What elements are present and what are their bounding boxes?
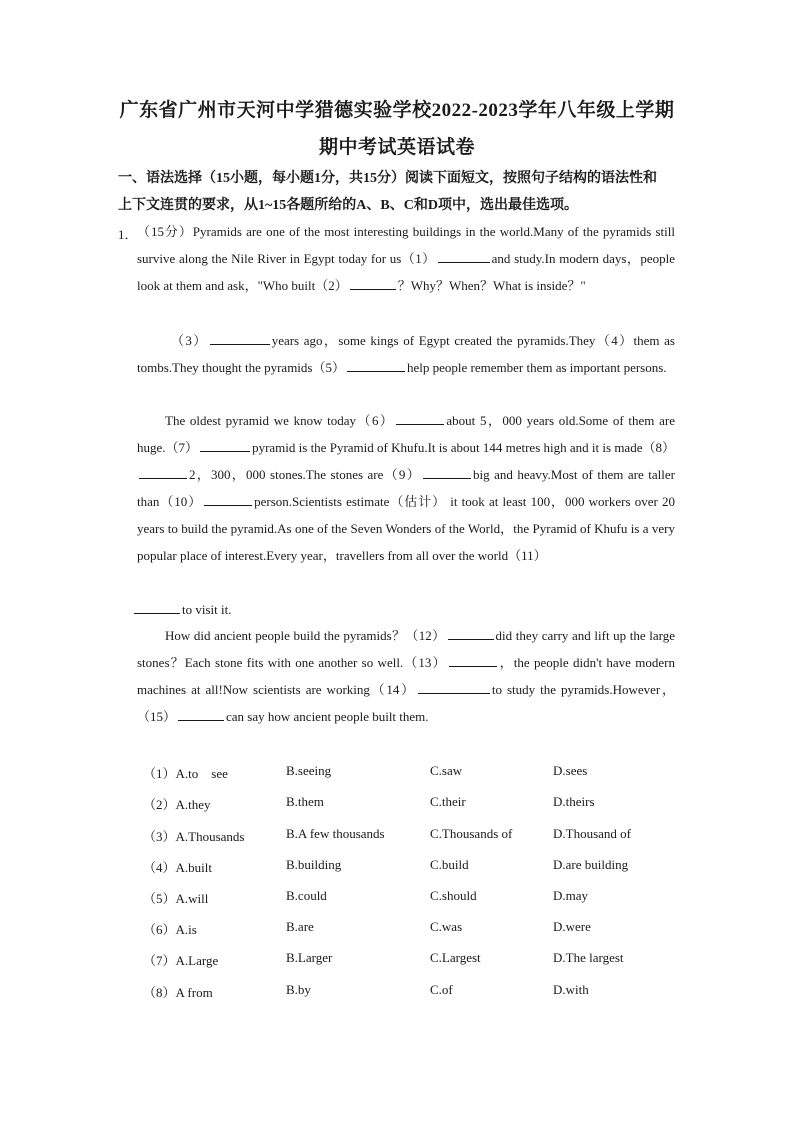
passage-text: years ago，some kings of Egypt created the pyramids.They（4）them as tombs.They thought the pyramids（5）: [137, 333, 675, 375]
option-b: B.building: [286, 857, 342, 872]
answer-blank-2: [350, 277, 396, 290]
passage-text: 2，300，000 stones.The stones are（9）: [189, 467, 421, 482]
answer-blank-13: [449, 654, 497, 667]
option-c: C.build: [430, 857, 469, 872]
option-b: B.A few thousands: [286, 826, 385, 841]
option-row: [0, 763, 794, 783]
option-d: D.theirs: [553, 794, 595, 809]
option-d: D.were: [553, 919, 591, 934]
answer-blank-5: [347, 359, 405, 372]
passage-text: did they carry and lift up the large stones？Each stone fits with one another so well.（13）: [137, 628, 676, 670]
option-b: B.are: [286, 919, 314, 934]
option-row: [0, 826, 794, 846]
page-title-line-1: 广东省广州市天河中学猎德实验学校2022-2023学年八年级上学期: [119, 100, 675, 121]
option-a: （7）A.Large: [143, 953, 219, 968]
option-d: D.with: [553, 982, 589, 997]
option-row: [0, 919, 794, 939]
option-a: （4）A.built: [143, 860, 212, 875]
answer-blank-15: [178, 708, 224, 721]
option-c: C.of: [430, 982, 453, 997]
passage-text: ？Why？When？What is inside？": [397, 278, 586, 293]
option-b: B.by: [286, 982, 311, 997]
answer-blank-10: [204, 493, 252, 506]
answer-blank-6: [396, 412, 444, 425]
passage-paragraph-4: [134, 596, 672, 623]
option-row: [0, 982, 794, 1002]
passage-text: big and heavy.Most of them are taller than（10）: [137, 467, 675, 509]
option-b: B.Larger: [286, 950, 333, 965]
answer-blank-14: [418, 681, 490, 694]
option-c: C.saw: [430, 763, 463, 778]
option-b: B.seeing: [286, 763, 332, 778]
passage-paragraph-3: [137, 407, 675, 569]
passage-text: How did ancient people build the pyramids？（12）: [165, 628, 446, 643]
passage-text: ，the people didn't have modern machines at all!Now scientists are working（14）: [137, 655, 675, 697]
option-d: D.are building: [553, 857, 629, 872]
option-a: （3）A.Thousands: [143, 829, 245, 844]
page-title-line-2: 期中考试英语试卷: [318, 137, 475, 158]
answer-blank-12: [448, 627, 494, 640]
option-d: D.Thousand of: [553, 826, 631, 841]
section-heading-line-2: 上下文连贯的要求，从1~15各题所给的A、B、C和D项中，选出最佳选项。: [118, 198, 578, 213]
passage-text: and study.In modern days，people look at them and ask，"Who built（2）: [137, 251, 675, 293]
option-b: B.could: [286, 888, 327, 903]
option-a: （8）A from: [143, 985, 213, 1000]
option-b: B.them: [286, 794, 324, 809]
answer-blank-11: [134, 601, 180, 614]
passage-text: （3）: [171, 333, 208, 348]
passage-text: The oldest pyramid we know today（6）: [165, 413, 395, 428]
passage-text: pyramid is the Pyramid of Khufu.It is about 144 metres high and it is made（8）: [252, 440, 675, 455]
option-c: C.Thousands of: [430, 826, 513, 841]
answer-blank-1: [438, 250, 490, 263]
passage-text: （15分）Pyramids are one of the most interesting buildings in the world.Many of the pyramids still survive along the Nile River in Egypt today for us（1）: [137, 224, 675, 266]
answer-blank-8: [139, 466, 187, 479]
passage-text: help people remember them as important persons.: [406, 360, 667, 375]
option-a: （2）A.they: [143, 797, 211, 812]
option-c: C.their: [430, 794, 466, 809]
option-d: D.sees: [553, 763, 588, 778]
answer-blank-9: [423, 466, 471, 479]
answer-blank-3: [210, 332, 270, 345]
option-d: D.may: [553, 888, 589, 903]
option-c: C.Largest: [430, 950, 481, 965]
option-c: C.was: [430, 919, 463, 934]
section-heading-line-1: 一、语法选择（15小题，每小题1分，共15分）阅读下面短文，按照句子结构的语法性和: [118, 171, 657, 186]
passage-paragraph-5: [137, 622, 675, 730]
passage-text: can say how ancient people built them.: [226, 709, 429, 724]
option-c: C.should: [430, 888, 477, 903]
option-row: [0, 794, 794, 814]
answer-blank-7: [200, 439, 250, 452]
option-a: （6）A.is: [143, 922, 197, 937]
option-d: D.The largest: [553, 950, 624, 965]
passage-paragraph-1: [137, 218, 675, 299]
option-a: （5）A.will: [143, 891, 209, 906]
option-a: （1）A.to see: [143, 766, 228, 781]
option-row: [0, 888, 794, 908]
passage-text: person.Scientists estimate（估计） it took at least 100，000 workers over 20 years to build the pyramid.As one of the Seven Wonders of the World，the Pyramid of Khufu is a very popular place of interest.Every year，travellers from all over the world（11）: [137, 494, 675, 563]
question-number: 1．: [118, 227, 138, 242]
passage-paragraph-2: [137, 327, 675, 381]
passage-text: about 5，000 years old.Some of them are huge.（7）: [137, 413, 675, 455]
passage-text: to study the pyramids.However，（15）: [137, 682, 675, 724]
passage-text: to visit it.: [182, 602, 232, 617]
option-row: [0, 950, 794, 970]
option-row: [0, 857, 794, 877]
